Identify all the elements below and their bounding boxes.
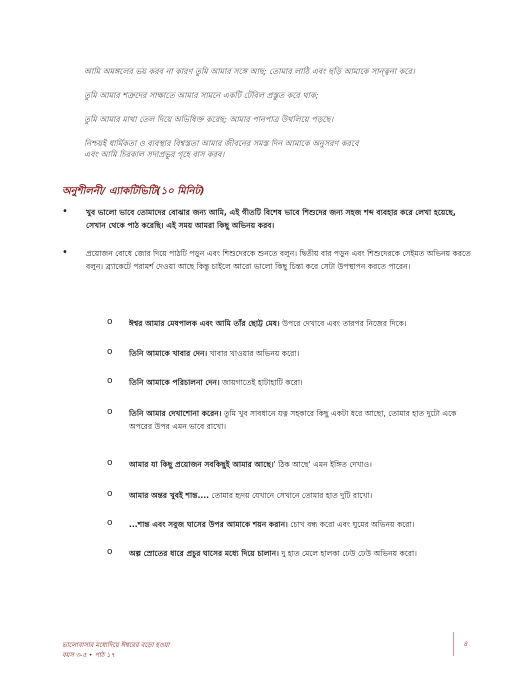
sub-item-phrase: তিনি আমাকে পরিচালনা দেন।	[129, 378, 220, 387]
sub-item-phrase: আমার অন্তর খুবই শান্ত....	[129, 491, 210, 500]
circle-bullet-icon: o	[107, 376, 113, 386]
sub-item-phrase: আমার যা কিছু প্রয়োজন সবকিছুই আমার আছে।	[129, 460, 274, 469]
sub-list-item	[107, 518, 477, 531]
bullet-item	[62, 247, 472, 273]
sub-list-item	[107, 317, 477, 330]
circle-bullet-icon: o	[107, 317, 113, 327]
sub-list-item	[107, 547, 477, 560]
sub-item-instruction: ' ঠিক আছে' এমন ইঙ্গিত দেখাও।	[273, 460, 372, 469]
bullet-text: খুব ভালো ভাবে তোমাদের বোঝার জন্য আমি, এই গীতটি বিশেষ ভাবে শিশুদের জন্য সহজ শব্দ ব্যবহার করে লেখা হয়েছে, সেখান থেকে পাঠ করেছি। এই সময় আমরা কিছু অভিনয় করব।	[86, 208, 456, 230]
psalm-line-2: তুমি আমার শত্রুদের সাক্ষাতে আমার সামনে একটি টেবিল প্রস্তুত করে থাক;	[84, 91, 319, 100]
sub-item-instruction: দু হাত মেলে হালকা ঢেউ ঢেউ অভিনয় করো।	[278, 549, 417, 558]
page-footer	[62, 640, 169, 660]
activity-heading: অনুশীলনী/ এ্যাকটিভিটি(১০ মিনিট)	[62, 186, 205, 197]
footer-divider	[453, 632, 454, 656]
sub-item-phrase: তিনি আমার দেখাশোনা করেন।	[129, 409, 222, 418]
psalm-quote-block	[84, 66, 484, 173]
circle-bullet-icon: o	[107, 489, 113, 499]
psalm-line-3: তুমি আমার মাথা তেল দিয়ে অভিষিক্ত করেছ; আমার পানপাত্র উথলিয়ে পড়ছে।	[84, 115, 334, 124]
sub-item-phrase: তিনি আমাকে খাবার দেন।	[129, 349, 208, 358]
circle-bullet-icon: o	[107, 518, 113, 528]
sub-item-instruction: জায়গাতেই হাটাহাটি করো।	[219, 378, 303, 387]
circle-bullet-icon: o	[107, 547, 113, 557]
footer-lesson-info: বয়স ৩-৫ • পাঠ ১৭	[62, 651, 115, 659]
bullet-item	[62, 206, 472, 232]
sub-list-item	[107, 347, 477, 360]
sub-item-phrase: অল্প স্রোতের ধারে প্রচুর ঘাসের মধ্যে দিয়ে চালান।	[129, 549, 279, 558]
sub-list-item	[107, 376, 477, 389]
sub-item-instruction: তোমার হৃদয় যেখানে সেখানে তোমার হাত দুটি রাখো।	[209, 491, 373, 500]
sub-list-item	[107, 489, 477, 502]
sub-item-instruction: চোখ বন্ধ করো এবং ঘুমের অভিনয় করো।	[287, 520, 415, 529]
footer-series-title: ভালোবাসার মধ্যেদিয়ে ঈশ্বরের বড়ো হওয়া	[62, 641, 170, 649]
circle-bullet-icon: o	[107, 458, 113, 468]
bullet-icon: •	[62, 247, 68, 258]
sub-item-phrase: ঈশ্বর আমার মেষপালক এবং আমি তাঁর ছোট্ট মেষ।	[129, 319, 280, 328]
bullet-icon: •	[62, 206, 68, 217]
circle-bullet-icon: o	[107, 347, 113, 357]
sub-item-phrase: ...শান্ত এবং সবুজ ঘাসের উপর আমাকে শয়ন করান।	[129, 520, 288, 529]
psalm-line-1: আমি অমঙ্গলের ভয় করব না কারণ তুমি আমার সঙ্গে আছ; তোমার লাঠি এবং ছড়ি আমাকে সান্ত্বনা করে।	[84, 67, 415, 76]
sub-item-instruction: তুমি খুব সাবধানে যত্ন সহকারে কিছু একটা ধরে আছো, তোমার হাত দুটো একে অপরের উপর এমন ভাবে রাখো।	[129, 409, 457, 431]
sub-item-instruction: উপরে দেখাবে এবং তারপর নিজের দিকে।	[279, 319, 407, 328]
sub-list-item	[107, 458, 477, 471]
psalm-line-5: এবং আমি চিরকাল সদাপ্রভুর গৃহে বাস করব।	[84, 150, 225, 159]
bullet-text: প্রয়োজন বোধে জোর দিয়ে পাঠটি পড়ুন এবং শিশুদেরকে শুনতে বলুন। দ্বিতীয় বার পড়ুন এবং শিশুদেরকে সেইমত অভিনয় করতে বলুন। ব্র্যাকেটে পরামর্শ দেওয়া আছে কিন্তু চাইলে আরো ভালো কিছু চিন্তা করে সেটা উপস্থাপন করতে পারেন।	[86, 249, 471, 271]
circle-bullet-icon: o	[107, 407, 113, 417]
psalm-line-4: নিশ্চয়ই ধার্মিকতা ও ব্যবস্থার বিশ্বস্ততা আমার জীবনের সমস্ত দিন আমাকে অনুসরণ করবে	[84, 139, 359, 148]
sub-list-item	[107, 407, 477, 433]
page-number: ৪	[463, 640, 468, 648]
sub-item-instruction: খাবার খাওয়ার অভিনয় করো।	[207, 349, 300, 358]
